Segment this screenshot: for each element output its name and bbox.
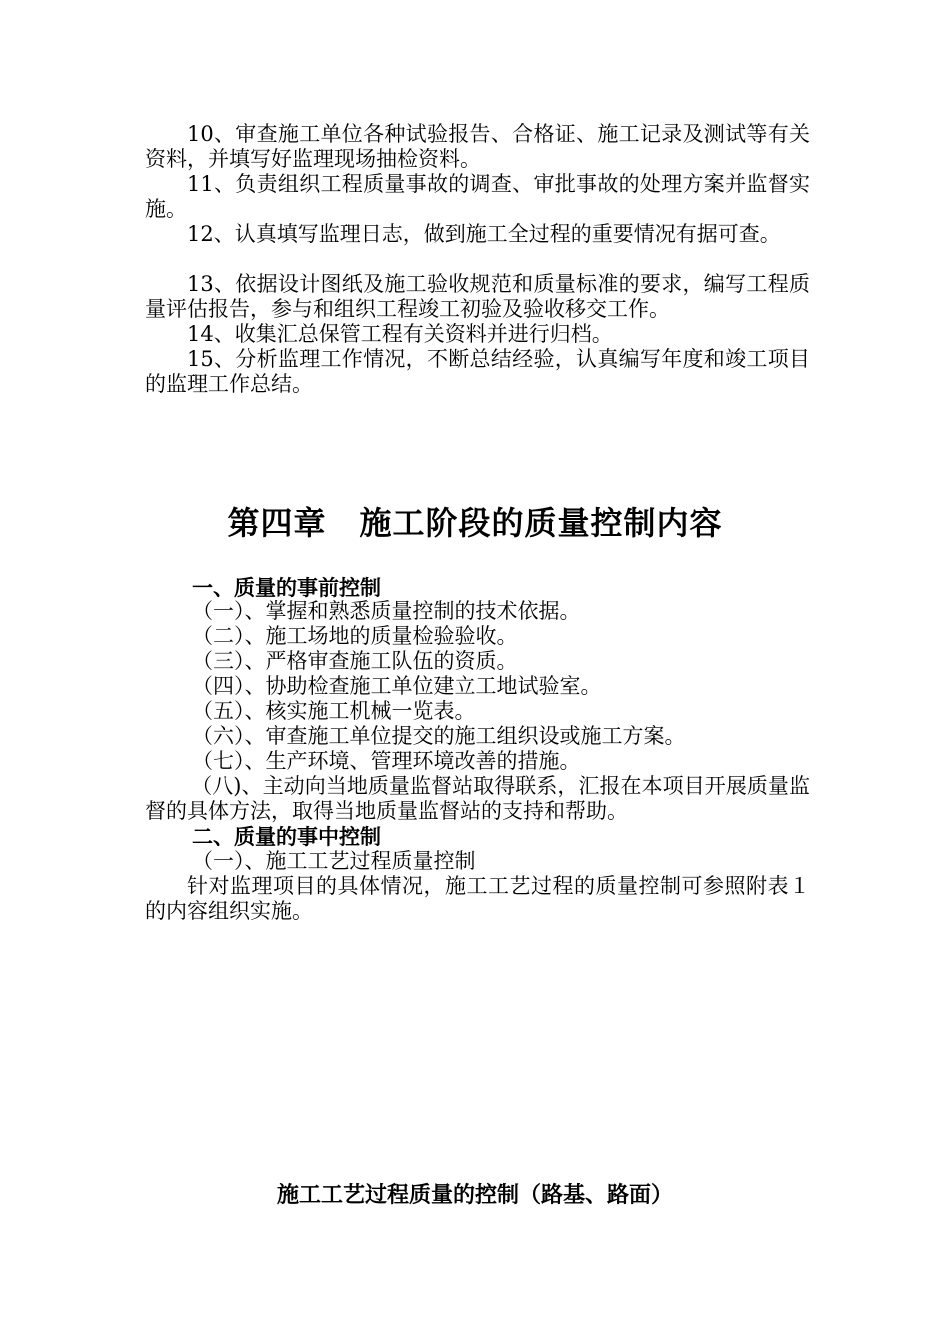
list-item: （三）、严格审查施工队伍的资质。: [192, 649, 518, 673]
section-heading-in-process-control: 二、质量的事中控制: [192, 824, 381, 849]
list-item: （五）、核实施工机械一览表。: [192, 699, 476, 723]
list-item-8: （八)、主动向当地质量监督站取得联系，汇报在本项目开展质量监督的具体方法，取得当地质量监督站的支持和帮助。: [145, 774, 810, 823]
table-title: 施工工艺过程质量的控制（路基、路面）: [276, 1182, 673, 1208]
paragraph-item-11: 11、负责组织工程质量事故的调查、审批事故的处理方案并监督实施。: [145, 172, 810, 221]
list-item: （一）、施工工艺过程质量控制: [192, 849, 476, 873]
section-heading-pre-control: 一、质量的事前控制: [192, 575, 381, 600]
paragraph-item-10: 10、审查施工单位各种试验报告、合格证、施工记录及测试等有关资料，并填写好监理现场抽检资料。: [145, 122, 810, 171]
list-item: （四）、协助检查施工单位建立工地试验室。: [192, 674, 602, 698]
list-item: （一）、掌握和熟悉质量控制的技术依据。: [192, 599, 581, 623]
paragraph-item-13: 13、依据设计图纸及施工验收规范和质量标准的要求，编写工程质量评估报告，参与和组织工程竣工初验及验收移交工作。: [145, 272, 810, 321]
paragraph-item-14: 14、收集汇总保管工程有关资料并进行归档。: [187, 322, 613, 346]
paragraph-item-12: 12、认真填写监理日志，做到施工全过程的重要情况有据可查。: [187, 222, 781, 246]
section-body-text: 针对监理项目的具体情况，施工工艺过程的质量控制可参照附表１的内容组织实施。: [145, 874, 810, 923]
paragraph-item-15: 15、分析监理工作情况，不断总结经验，认真编写年度和竣工项目的监理工作总结。: [145, 347, 810, 396]
list-item: （六）、审查施工单位提交的施工组织设或施工方案。: [192, 724, 686, 748]
list-item: （七）、生产环境、管理环境改善的措施。: [192, 749, 581, 773]
chapter-title: 第四章 施工阶段的质量控制内容: [227, 504, 723, 542]
list-item: （二）、施工场地的质量检验验收。: [192, 624, 518, 648]
